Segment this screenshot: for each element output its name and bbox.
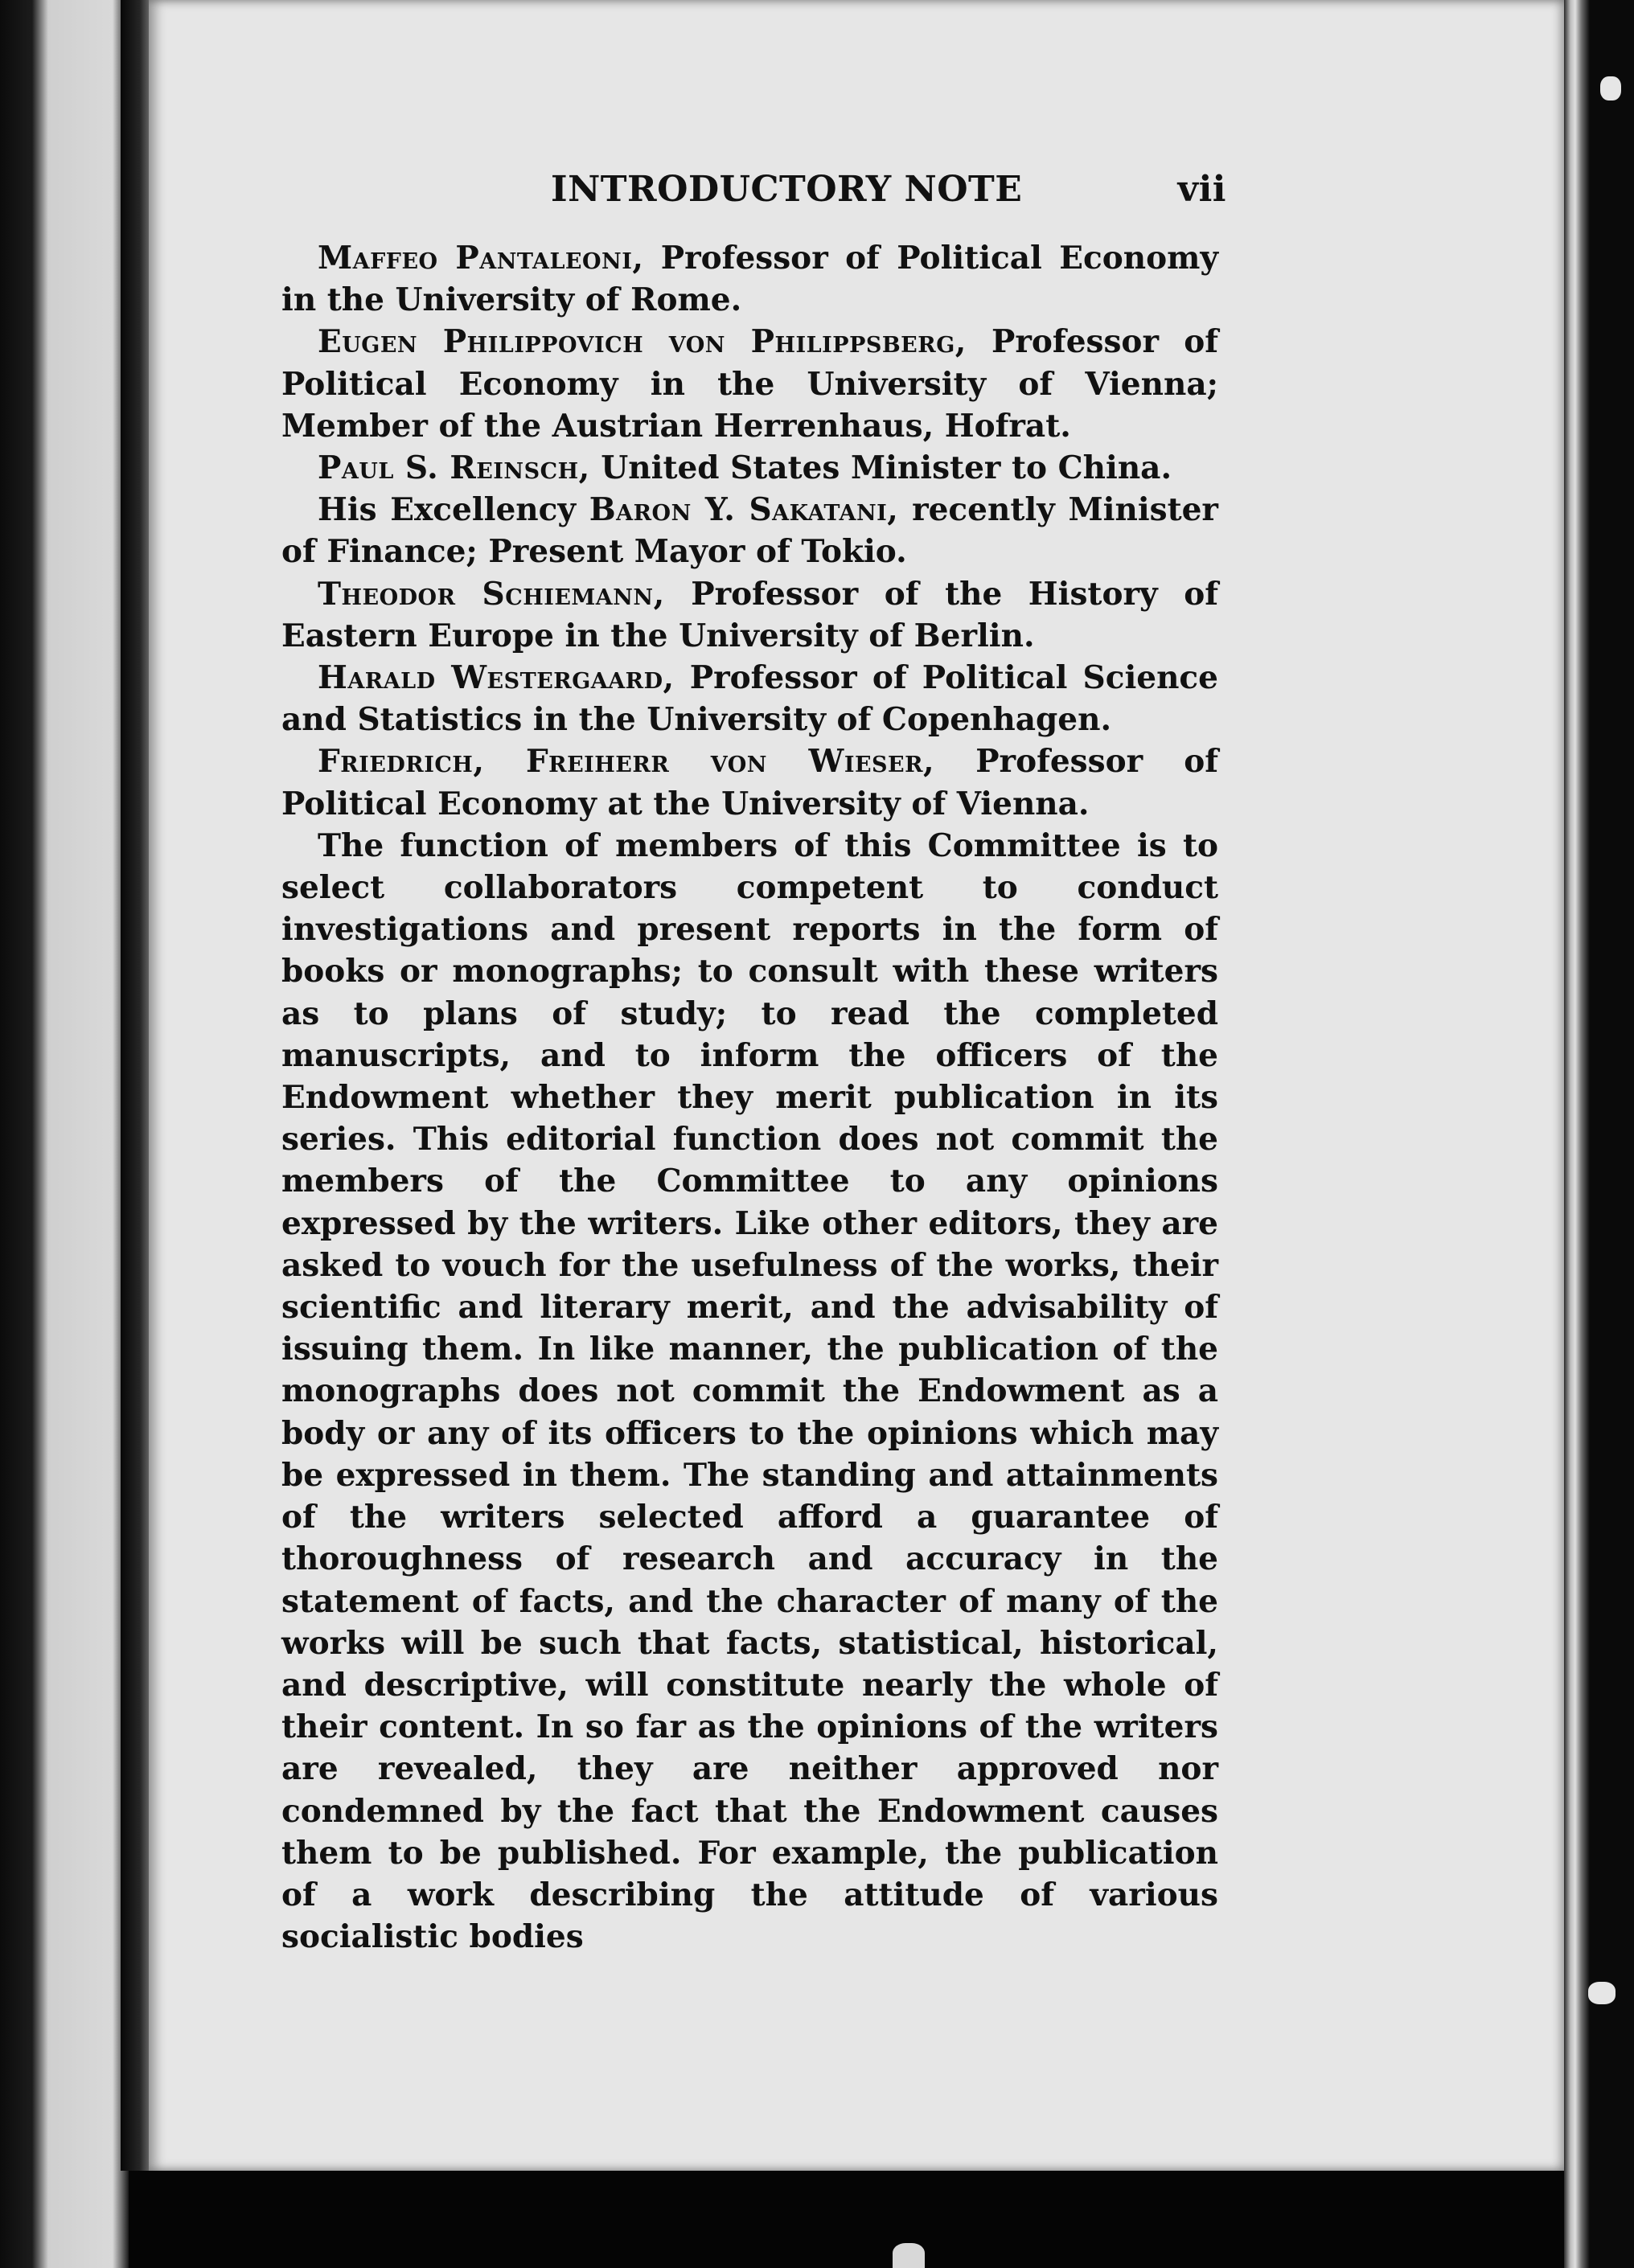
member-description: Professor of Political Economy at the University of Vienna. — [281, 743, 1218, 822]
committee-entry — [281, 447, 1218, 489]
member-name: Friedrich, Freiherr von Wieser, — [318, 743, 935, 781]
scan-artifact — [893, 2243, 925, 2268]
member-description: Professor of Political Economy in the University of Vienna; Member of the Austrian Herrenhaus, Hofrat. — [281, 323, 1218, 445]
member-description: United States Minister to China. — [601, 449, 1172, 487]
member-name: Eugen Philippovich von Philippsberg, — [318, 323, 967, 361]
scan-speck — [1588, 1982, 1616, 2004]
member-name: Harald Westergaard, — [318, 659, 675, 697]
running-title: INTRODUCTORY NOTE — [551, 169, 1023, 210]
committee-entry — [281, 740, 1218, 824]
scan-speck — [1600, 76, 1621, 100]
member-name: Maffeo Pantaleoni, — [318, 240, 644, 277]
running-header — [285, 161, 1226, 217]
committee-entry — [281, 657, 1218, 740]
member-prefix: His Excellency — [318, 491, 577, 529]
member-description: Professor of Political Science and Statistics in the University of Copenhagen. — [281, 659, 1218, 739]
committee-entry — [281, 573, 1218, 657]
page-number: vii — [1177, 169, 1226, 210]
member-description: Professor of Political Economy in the University of Rome. — [281, 240, 1219, 319]
member-name: Baron Y. Sakatani, — [589, 491, 899, 529]
book-gutter — [121, 0, 153, 2171]
member-description: Professor of the History of Eastern Europe in the University of Berlin. — [281, 575, 1218, 654]
member-description: recently Minister of Finance; Present Mayor of Tokio. — [281, 491, 1218, 571]
committee-entry — [281, 489, 1218, 572]
member-name: Theodor Schiemann, — [318, 575, 665, 613]
adjacent-page-edge — [0, 0, 129, 2268]
page-text — [281, 237, 1218, 1958]
committee-entry — [281, 237, 1218, 321]
committee-entry — [281, 321, 1218, 447]
member-name: Paul S. Reinsch, — [318, 449, 590, 487]
page-edge-right — [1564, 0, 1634, 2268]
body-paragraph: The function of members of this Committee is to select collaborators competent to conduct investigations and present reports in the form of books or monographs; to consult with these writers as to plans of study; to read the completed manuscripts, and to inform the officers of the Endowment whether they merit publication in its series. This editorial function does not commit the members of the Committee to any opinions expressed by the writers. Like other editors, they are asked to vouch for the usefulness of the works, their scientific and literary merit, and the advisability of issuing them. In like manner, the publication of the monographs does not commit the Endowment as a body or any of its officers to the opinions which may be expressed in them. The standing and attainments of the writers selected afford a guarantee of thoroughness of research and accuracy in the statement of facts, and the character of many of the works will be such that facts, statistical, historical, and descriptive, will constitute nearly the whole of their content. In so far as the opinions of the writers are revealed, they are neither approved nor condemned by the fact that the Endowment causes them to be published. For example, the publication of a work describing the attitude of various socialistic bodies — [281, 826, 1218, 1956]
